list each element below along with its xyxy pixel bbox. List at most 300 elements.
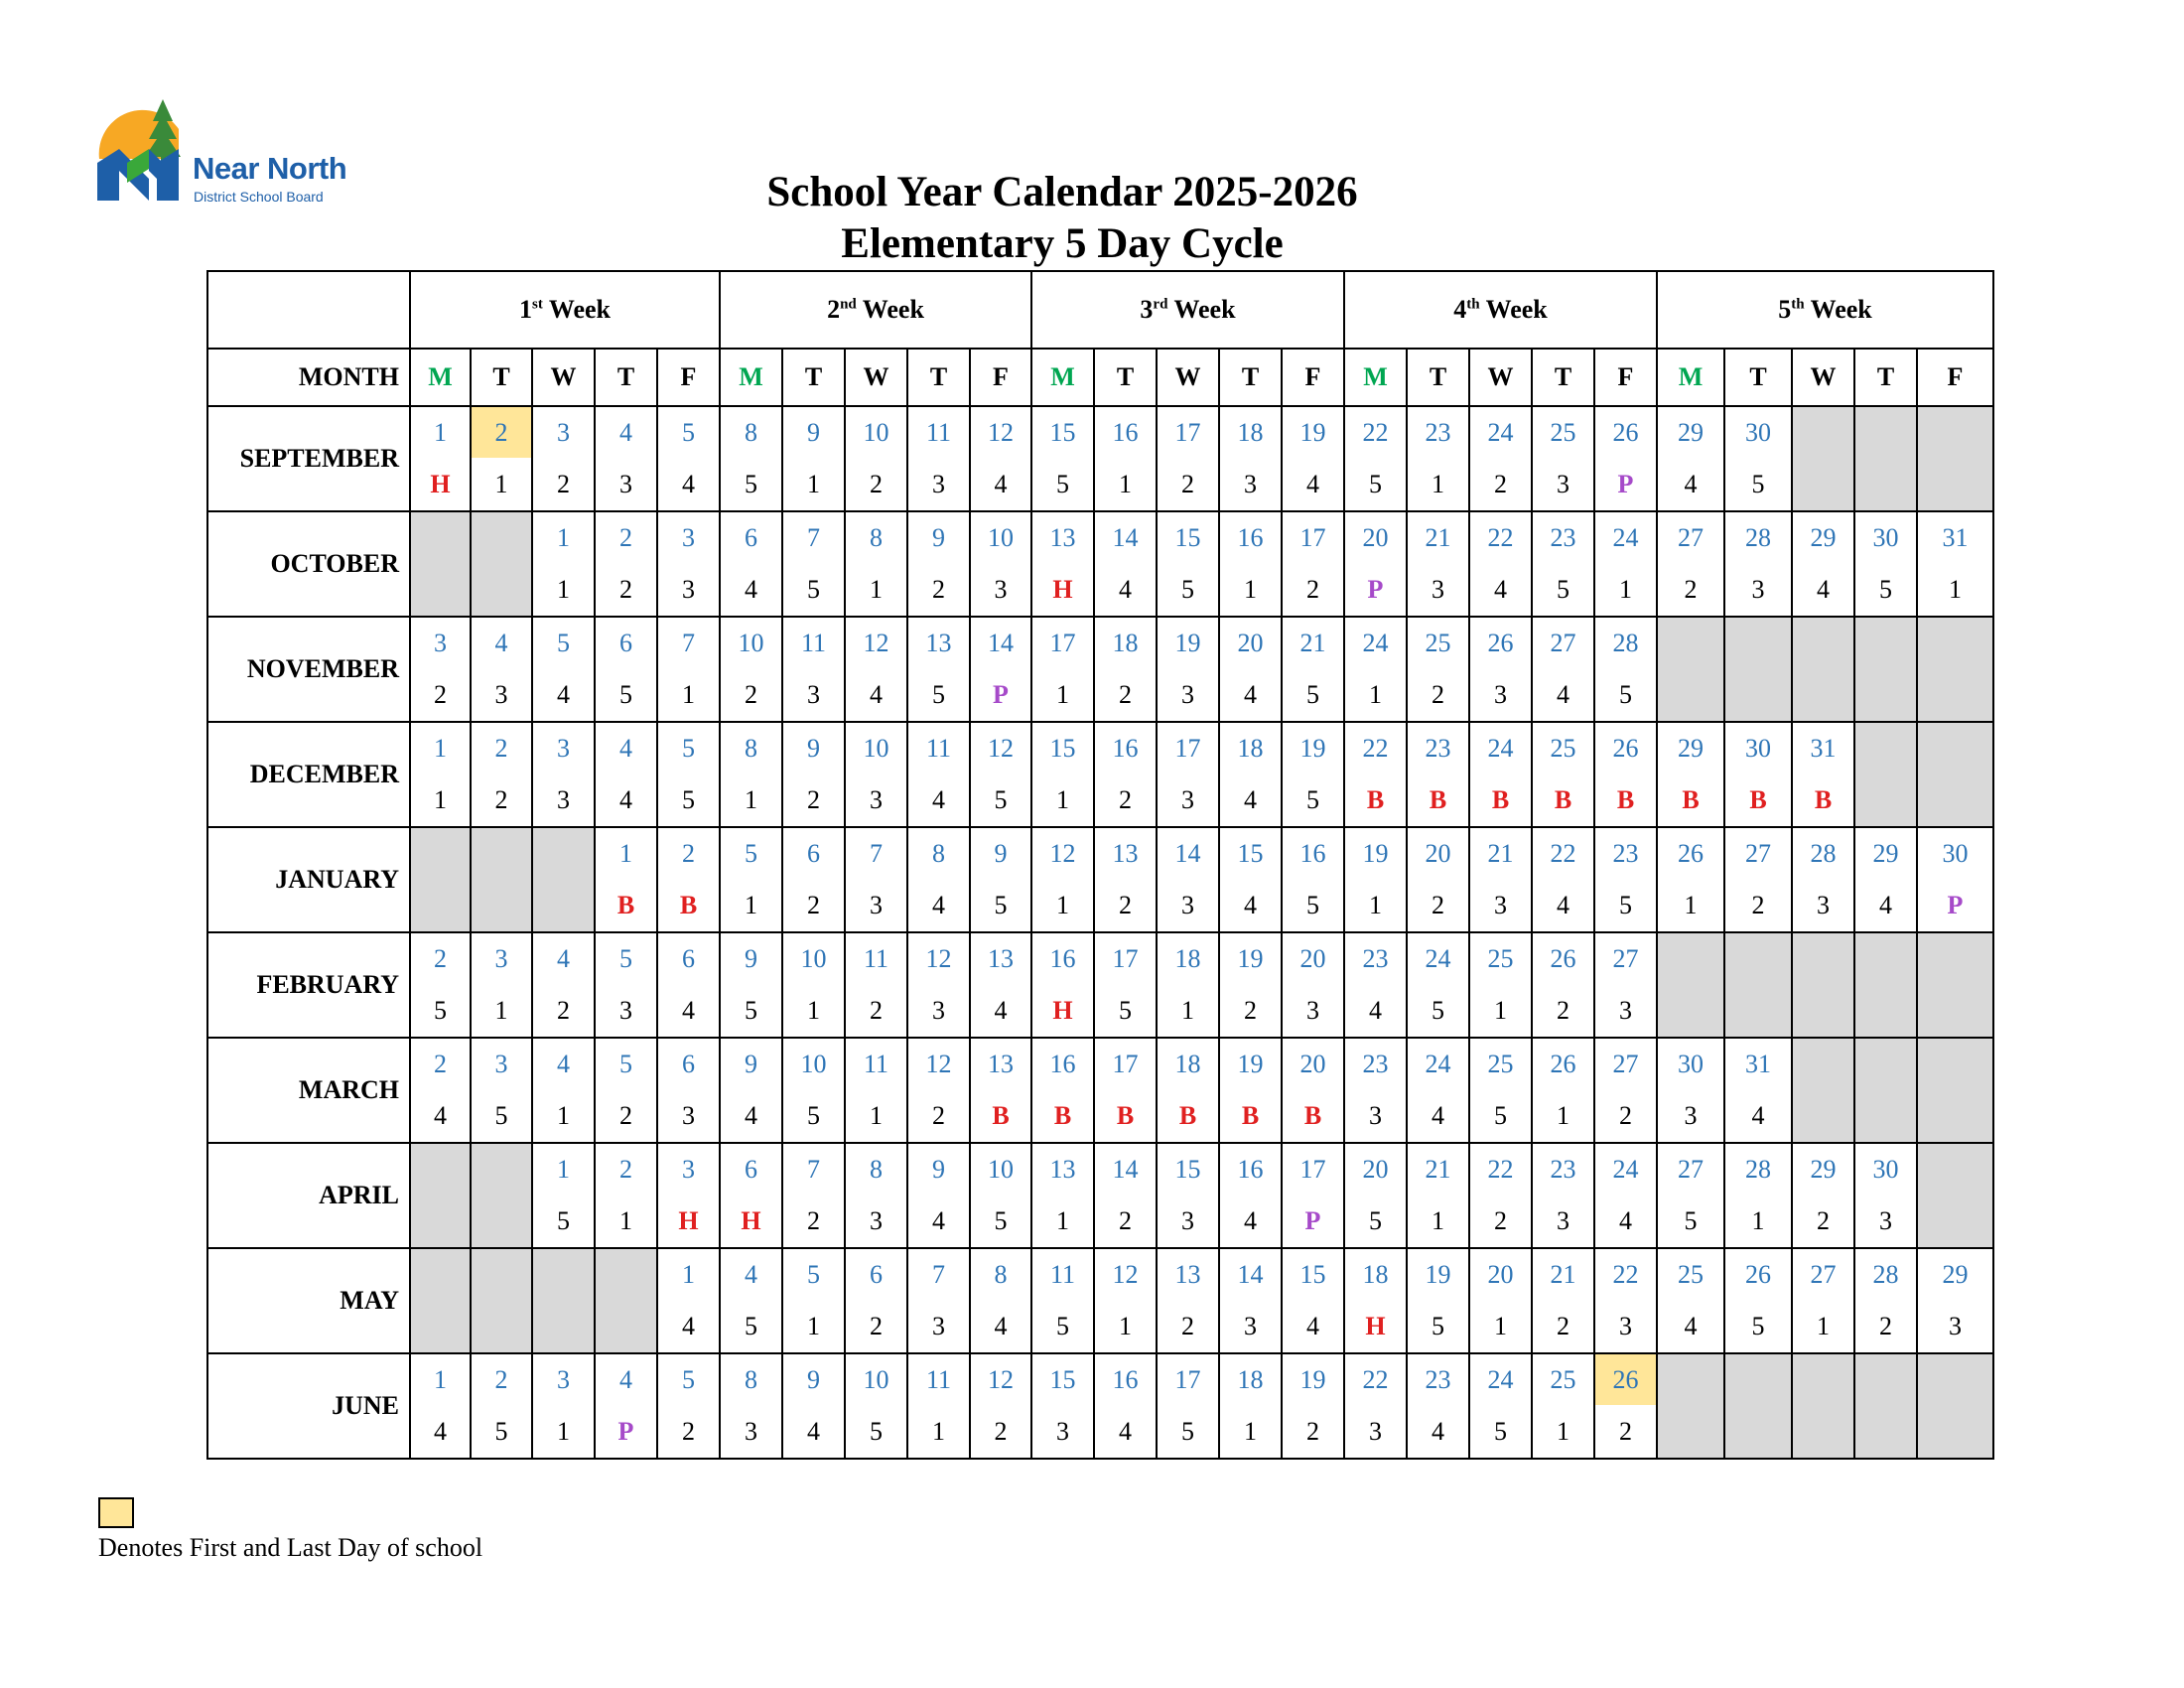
cycle-day-cell <box>907 1405 970 1459</box>
week-header-4: 4th Week <box>1344 271 1657 349</box>
cycle-day-value: 5 <box>994 784 1008 814</box>
cycle-day-cell <box>1724 1089 1792 1143</box>
cycle-day-value: B <box>1303 1100 1322 1130</box>
cycle-day-value: 1 <box>1684 890 1698 919</box>
cycle-day-value: 4 <box>434 1100 447 1130</box>
date-cell: 26 <box>1657 827 1724 879</box>
cycle-day-cell <box>1854 1195 1917 1248</box>
date-cell: 9 <box>907 1143 970 1195</box>
cycle-day-value: 2 <box>1879 1311 1892 1340</box>
logo-name: Near North <box>193 151 347 186</box>
cycle-day-cell <box>1344 1300 1407 1353</box>
date-cell: 30 <box>1854 511 1917 563</box>
cycle-day-value: 2 <box>1619 1100 1632 1130</box>
cycle-day-cell <box>1094 1195 1157 1248</box>
date-cell: 2 <box>471 406 532 458</box>
cycle-day-value: 2 <box>1244 995 1257 1025</box>
cycle-day-cell <box>845 563 907 617</box>
month-name: APRIL <box>207 1143 410 1248</box>
date-cell: 26 <box>1469 617 1532 668</box>
empty-day-cell <box>1724 1353 1792 1405</box>
empty-day-cell <box>1917 406 1993 458</box>
cycle-day-value: 5 <box>994 1205 1008 1235</box>
date-cell: 19 <box>1219 1038 1282 1089</box>
empty-day-cell <box>532 1300 595 1353</box>
cycle-day-value: 1 <box>557 1100 570 1130</box>
date-cell: 11 <box>782 617 845 668</box>
week-header-5: 5th Week <box>1657 271 1993 349</box>
date-cell: 21 <box>1532 1248 1594 1300</box>
empty-day-cell <box>410 879 471 932</box>
date-cell: 29 <box>1792 511 1854 563</box>
cycle-day-value: 1 <box>870 574 883 604</box>
cycle-day-cell <box>1219 1405 1282 1459</box>
cycle-day-value: 4 <box>1244 890 1257 919</box>
cycle-day-value: 1 <box>1494 995 1507 1025</box>
date-cell: 12 <box>845 617 907 668</box>
cycle-day-value: 4 <box>557 679 570 709</box>
cycle-day-value: 2 <box>1119 679 1132 709</box>
cycle-day-value: 2 <box>870 995 883 1025</box>
date-cell: 16 <box>1031 932 1094 984</box>
cycle-day-value: 4 <box>1557 890 1570 919</box>
date-cell: 12 <box>1031 827 1094 879</box>
date-cell: 9 <box>907 511 970 563</box>
cycle-day-cell <box>782 458 845 511</box>
cycle-day-cell <box>595 563 657 617</box>
cycle-day-value: B <box>1616 784 1635 814</box>
cycle-day-cell <box>1094 563 1157 617</box>
date-cell: 31 <box>1917 511 1993 563</box>
weekday-header: M <box>410 349 471 406</box>
cycle-day-value: 4 <box>1684 469 1698 498</box>
empty-day-cell <box>1917 774 1993 827</box>
cycle-day-value: B <box>1366 784 1385 814</box>
empty-day-cell <box>471 1300 532 1353</box>
cycle-day-cell <box>720 1405 782 1459</box>
date-cell: 27 <box>1724 827 1792 879</box>
cycle-day-cell <box>1282 563 1344 617</box>
cycle-day-cell <box>1532 879 1594 932</box>
date-cell: 19 <box>1282 406 1344 458</box>
date-cell: 24 <box>1407 932 1469 984</box>
date-cell: 17 <box>1157 406 1219 458</box>
date-cell: 8 <box>970 1248 1031 1300</box>
cycle-day-cell <box>1094 774 1157 827</box>
date-cell: 1 <box>410 722 471 774</box>
cycle-day-value: B <box>1814 784 1833 814</box>
cycle-day-cell <box>1657 1195 1724 1248</box>
cycle-day-value: 5 <box>1619 890 1632 919</box>
cycle-day-value: 4 <box>1879 890 1892 919</box>
cycle-day-value: B <box>1178 1100 1197 1130</box>
cycle-day-value: 3 <box>932 995 945 1025</box>
page-title: School Year Calendar 2025-2026 <box>766 169 1358 215</box>
date-cell: 6 <box>657 932 720 984</box>
cycle-day-value: 3 <box>932 1311 945 1340</box>
date-cell: 30 <box>1724 406 1792 458</box>
cycle-day-cell <box>1532 774 1594 827</box>
empty-day-cell <box>1917 984 1993 1038</box>
date-cell: 29 <box>1657 406 1724 458</box>
date-cell: 23 <box>1344 1038 1407 1089</box>
empty-day-cell <box>1854 984 1917 1038</box>
cycle-day-value: 4 <box>1306 469 1319 498</box>
cycle-day-value: 1 <box>807 1311 820 1340</box>
cycle-day-value: H <box>741 1205 761 1235</box>
date-cell: 24 <box>1469 722 1532 774</box>
cycle-day-cell <box>720 1195 782 1248</box>
cycle-day-value: 2 <box>1119 1205 1132 1235</box>
date-cell: 12 <box>970 722 1031 774</box>
date-cell: 2 <box>410 1038 471 1089</box>
cycle-day-cell <box>970 1195 1031 1248</box>
date-cell: 22 <box>1532 827 1594 879</box>
date-cell: 3 <box>657 511 720 563</box>
empty-day-cell <box>1917 1405 1993 1459</box>
cycle-day-cell <box>1724 1195 1792 1248</box>
weekday-header: T <box>907 349 970 406</box>
cycle-day-cell <box>1407 984 1469 1038</box>
month-name: MAY <box>207 1248 410 1353</box>
cycle-day-value: 5 <box>1619 679 1632 709</box>
cycle-day-cell <box>1469 1405 1532 1459</box>
date-cell: 27 <box>1594 932 1657 984</box>
date-cell: 28 <box>1724 511 1792 563</box>
month-name: FEBRUARY <box>207 932 410 1038</box>
cycle-day-cell <box>1282 668 1344 722</box>
date-cell: 23 <box>1532 511 1594 563</box>
date-cell: 31 <box>1792 722 1854 774</box>
date-cell: 3 <box>410 617 471 668</box>
cycle-day-value: P <box>1367 574 1384 604</box>
cycle-day-cell <box>532 1089 595 1143</box>
empty-day-cell <box>532 827 595 879</box>
date-cell: 2 <box>471 722 532 774</box>
date-cell: 22 <box>1344 722 1407 774</box>
date-cell: 7 <box>657 617 720 668</box>
date-cell: 6 <box>782 827 845 879</box>
cycle-day-value: 3 <box>1056 1416 1069 1446</box>
date-cell: 4 <box>532 1038 595 1089</box>
cycle-day-cell <box>845 668 907 722</box>
date-cell: 26 <box>1532 1038 1594 1089</box>
cycle-day-cell <box>1282 1195 1344 1248</box>
cycle-day-value: 3 <box>745 1416 757 1446</box>
cycle-day-value: 1 <box>1751 1205 1765 1235</box>
cycle-day-cell <box>720 1300 782 1353</box>
cycle-day-cell <box>1594 1089 1657 1143</box>
cycle-day-value: 5 <box>870 1416 883 1446</box>
cycle-day-value: 5 <box>1306 679 1319 709</box>
date-cell: 22 <box>1469 1143 1532 1195</box>
cycle-day-value: 2 <box>1119 890 1132 919</box>
date-cell: 20 <box>1469 1248 1532 1300</box>
cycle-day-cell <box>1344 774 1407 827</box>
date-cell: 14 <box>1094 1143 1157 1195</box>
corner-cell <box>207 271 410 349</box>
month-date-row <box>207 617 1993 668</box>
cycle-day-value: 3 <box>994 574 1008 604</box>
empty-day-cell <box>1854 722 1917 774</box>
date-cell: 25 <box>1532 1353 1594 1405</box>
cycle-day-value: 4 <box>1306 1311 1319 1340</box>
cycle-day-value: 3 <box>1494 890 1507 919</box>
cycle-day-cell <box>1157 1195 1219 1248</box>
cycle-day-value: 5 <box>1119 995 1132 1025</box>
cycle-day-cell <box>1157 458 1219 511</box>
cycle-day-value: 5 <box>1306 890 1319 919</box>
cycle-day-value: 1 <box>1432 1205 1444 1235</box>
cycle-day-value: 1 <box>1494 1311 1507 1340</box>
cycle-day-cell <box>1157 879 1219 932</box>
cycle-day-value: 5 <box>1369 469 1382 498</box>
cycle-day-value: H <box>1052 995 1073 1025</box>
date-cell: 14 <box>970 617 1031 668</box>
cycle-day-cell <box>782 1300 845 1353</box>
cycle-day-value: 3 <box>1557 1205 1570 1235</box>
cycle-day-cell <box>471 1405 532 1459</box>
cycle-day-cell <box>410 774 471 827</box>
cycle-day-cell <box>532 668 595 722</box>
date-cell: 13 <box>970 1038 1031 1089</box>
cycle-day-cell <box>1031 1300 1094 1353</box>
cycle-day-value: 4 <box>619 784 632 814</box>
cycle-day-value: H <box>1052 574 1073 604</box>
cycle-day-cell <box>1854 1300 1917 1353</box>
cycle-day-cell <box>782 1405 845 1459</box>
date-cell: 3 <box>471 932 532 984</box>
cycle-day-cell <box>1532 1195 1594 1248</box>
cycle-day-value: 3 <box>1369 1100 1382 1130</box>
cycle-day-cell <box>782 668 845 722</box>
cycle-day-value: 2 <box>1494 469 1507 498</box>
cycle-day-value: 5 <box>1369 1205 1382 1235</box>
empty-day-cell <box>1657 617 1724 668</box>
cycle-day-cell <box>1854 879 1917 932</box>
date-cell: 18 <box>1094 617 1157 668</box>
date-cell: 5 <box>720 827 782 879</box>
cycle-day-cell <box>471 984 532 1038</box>
empty-day-cell <box>1917 1195 1993 1248</box>
cycle-day-value: 3 <box>1494 679 1507 709</box>
cycle-day-value: 1 <box>1119 1311 1132 1340</box>
cycle-day-cell <box>410 1405 471 1459</box>
cycle-day-cell <box>1532 1300 1594 1353</box>
date-cell: 8 <box>845 511 907 563</box>
date-cell: 29 <box>1657 722 1724 774</box>
cycle-day-cell <box>1157 563 1219 617</box>
cycle-day-value: 1 <box>870 1100 883 1130</box>
cycle-day-value: P <box>1947 890 1964 919</box>
cycle-day-cell <box>1219 984 1282 1038</box>
cycle-day-value: 3 <box>682 574 695 604</box>
empty-day-cell <box>1792 458 1854 511</box>
date-cell: 24 <box>1407 1038 1469 1089</box>
cycle-day-value: 5 <box>494 1416 508 1446</box>
cycle-day-value: 3 <box>1181 1205 1194 1235</box>
cycle-day-value: 1 <box>682 679 695 709</box>
empty-day-cell <box>595 1248 657 1300</box>
cycle-day-value: 3 <box>1557 469 1570 498</box>
cycle-day-cell <box>1532 563 1594 617</box>
date-cell: 13 <box>907 617 970 668</box>
empty-day-cell <box>1724 984 1792 1038</box>
cycle-day-cell <box>720 879 782 932</box>
weekday-header: T <box>595 349 657 406</box>
cycle-day-cell <box>1594 1300 1657 1353</box>
cycle-day-cell <box>1031 1405 1094 1459</box>
cycle-day-cell <box>1157 668 1219 722</box>
date-cell: 18 <box>1219 722 1282 774</box>
cycle-day-value: 4 <box>682 1311 695 1340</box>
cycle-day-value: 5 <box>932 679 945 709</box>
date-cell: 24 <box>1344 617 1407 668</box>
cycle-day-cell <box>1031 984 1094 1038</box>
date-cell: 25 <box>1469 932 1532 984</box>
cycle-day-cell <box>1094 984 1157 1038</box>
weekday-header: W <box>532 349 595 406</box>
date-cell: 20 <box>1407 827 1469 879</box>
date-cell: 11 <box>907 722 970 774</box>
cycle-day-cell <box>1657 1300 1724 1353</box>
cycle-day-cell <box>1219 774 1282 827</box>
cycle-day-cell <box>720 984 782 1038</box>
cycle-day-cell <box>782 1089 845 1143</box>
cycle-day-value: 4 <box>932 890 945 919</box>
date-cell: 11 <box>907 1353 970 1405</box>
cycle-day-cell <box>1407 1300 1469 1353</box>
empty-day-cell <box>1917 1143 1993 1195</box>
empty-day-cell <box>410 827 471 879</box>
month-cycle-row <box>207 458 1993 511</box>
empty-day-cell <box>1792 406 1854 458</box>
cycle-day-cell <box>1594 563 1657 617</box>
weekday-header: T <box>1219 349 1282 406</box>
cycle-day-cell <box>657 458 720 511</box>
date-cell: 19 <box>1157 617 1219 668</box>
cycle-day-cell <box>532 1195 595 1248</box>
empty-day-cell <box>1724 617 1792 668</box>
date-cell: 9 <box>782 722 845 774</box>
cycle-day-value: 3 <box>1369 1416 1382 1446</box>
cycle-day-value: 2 <box>1432 890 1444 919</box>
date-cell: 5 <box>657 1353 720 1405</box>
cycle-day-cell <box>1594 458 1657 511</box>
cycle-day-value: 5 <box>1879 574 1892 604</box>
date-cell: 6 <box>845 1248 907 1300</box>
empty-day-cell <box>532 1248 595 1300</box>
date-cell: 5 <box>782 1248 845 1300</box>
cycle-day-cell <box>1792 879 1854 932</box>
cycle-day-value: 2 <box>1181 469 1194 498</box>
cycle-day-cell <box>1282 458 1344 511</box>
date-cell: 23 <box>1594 827 1657 879</box>
date-cell: 4 <box>532 932 595 984</box>
cycle-day-value: 2 <box>1494 1205 1507 1235</box>
date-cell: 2 <box>410 932 471 984</box>
cycle-day-value: 3 <box>619 469 632 498</box>
date-cell: 27 <box>1532 617 1594 668</box>
cycle-day-cell <box>720 668 782 722</box>
cycle-day-value: 5 <box>994 890 1008 919</box>
date-cell: 25 <box>1469 1038 1532 1089</box>
cycle-day-value: B <box>1429 784 1447 814</box>
empty-day-cell <box>1917 1353 1993 1405</box>
month-cycle-row <box>207 1195 1993 1248</box>
date-cell: 10 <box>845 1353 907 1405</box>
date-cell: 19 <box>1282 722 1344 774</box>
date-cell: 15 <box>1031 406 1094 458</box>
cycle-day-cell <box>1407 774 1469 827</box>
cycle-day-cell <box>1407 563 1469 617</box>
legend-swatch <box>98 1497 134 1528</box>
cycle-day-cell <box>1157 984 1219 1038</box>
date-cell: 22 <box>1594 1248 1657 1300</box>
cycle-day-cell <box>1407 879 1469 932</box>
date-cell: 25 <box>1532 406 1594 458</box>
empty-day-cell <box>410 563 471 617</box>
date-cell: 12 <box>907 932 970 984</box>
cycle-day-value: 2 <box>557 995 570 1025</box>
empty-day-cell <box>471 1143 532 1195</box>
cycle-day-value: 1 <box>1369 890 1382 919</box>
cycle-day-cell <box>1094 879 1157 932</box>
date-cell: 13 <box>1157 1248 1219 1300</box>
date-cell: 11 <box>845 1038 907 1089</box>
date-cell: 13 <box>1031 1143 1094 1195</box>
date-cell: 10 <box>970 511 1031 563</box>
cycle-day-value: 3 <box>1432 574 1444 604</box>
cycle-day-value: 2 <box>807 890 820 919</box>
cycle-day-cell <box>845 1195 907 1248</box>
cycle-day-cell <box>720 774 782 827</box>
cycle-day-cell <box>1407 1405 1469 1459</box>
cycle-day-cell <box>970 458 1031 511</box>
month-date-row <box>207 1038 1993 1089</box>
date-cell: 28 <box>1854 1248 1917 1300</box>
cycle-day-value: 4 <box>1557 679 1570 709</box>
cycle-day-cell <box>1031 668 1094 722</box>
month-column-header: MONTH <box>207 349 410 406</box>
cycle-day-cell <box>1282 774 1344 827</box>
week-header-2: 2nd Week <box>720 271 1031 349</box>
date-cell: 24 <box>1594 511 1657 563</box>
cycle-day-value: 1 <box>619 1205 632 1235</box>
cycle-day-cell <box>1594 984 1657 1038</box>
cycle-day-value: P <box>993 679 1009 709</box>
month-date-row <box>207 1143 1993 1195</box>
date-cell: 14 <box>1157 827 1219 879</box>
date-cell: 2 <box>657 827 720 879</box>
cycle-day-value: 3 <box>1244 469 1257 498</box>
cycle-day-cell <box>1657 563 1724 617</box>
cycle-day-cell <box>782 1195 845 1248</box>
date-cell: 11 <box>845 932 907 984</box>
month-name: JUNE <box>207 1353 410 1459</box>
date-cell: 11 <box>907 406 970 458</box>
cycle-day-value: 2 <box>1751 890 1765 919</box>
cycle-day-cell <box>1407 1195 1469 1248</box>
cycle-day-cell <box>1344 563 1407 617</box>
date-cell: 21 <box>1282 617 1344 668</box>
date-cell: 13 <box>970 932 1031 984</box>
cycle-day-cell <box>595 984 657 1038</box>
cycle-day-cell <box>1219 563 1282 617</box>
month-cycle-row <box>207 879 1993 932</box>
date-cell: 17 <box>1031 617 1094 668</box>
empty-day-cell <box>1917 617 1993 668</box>
